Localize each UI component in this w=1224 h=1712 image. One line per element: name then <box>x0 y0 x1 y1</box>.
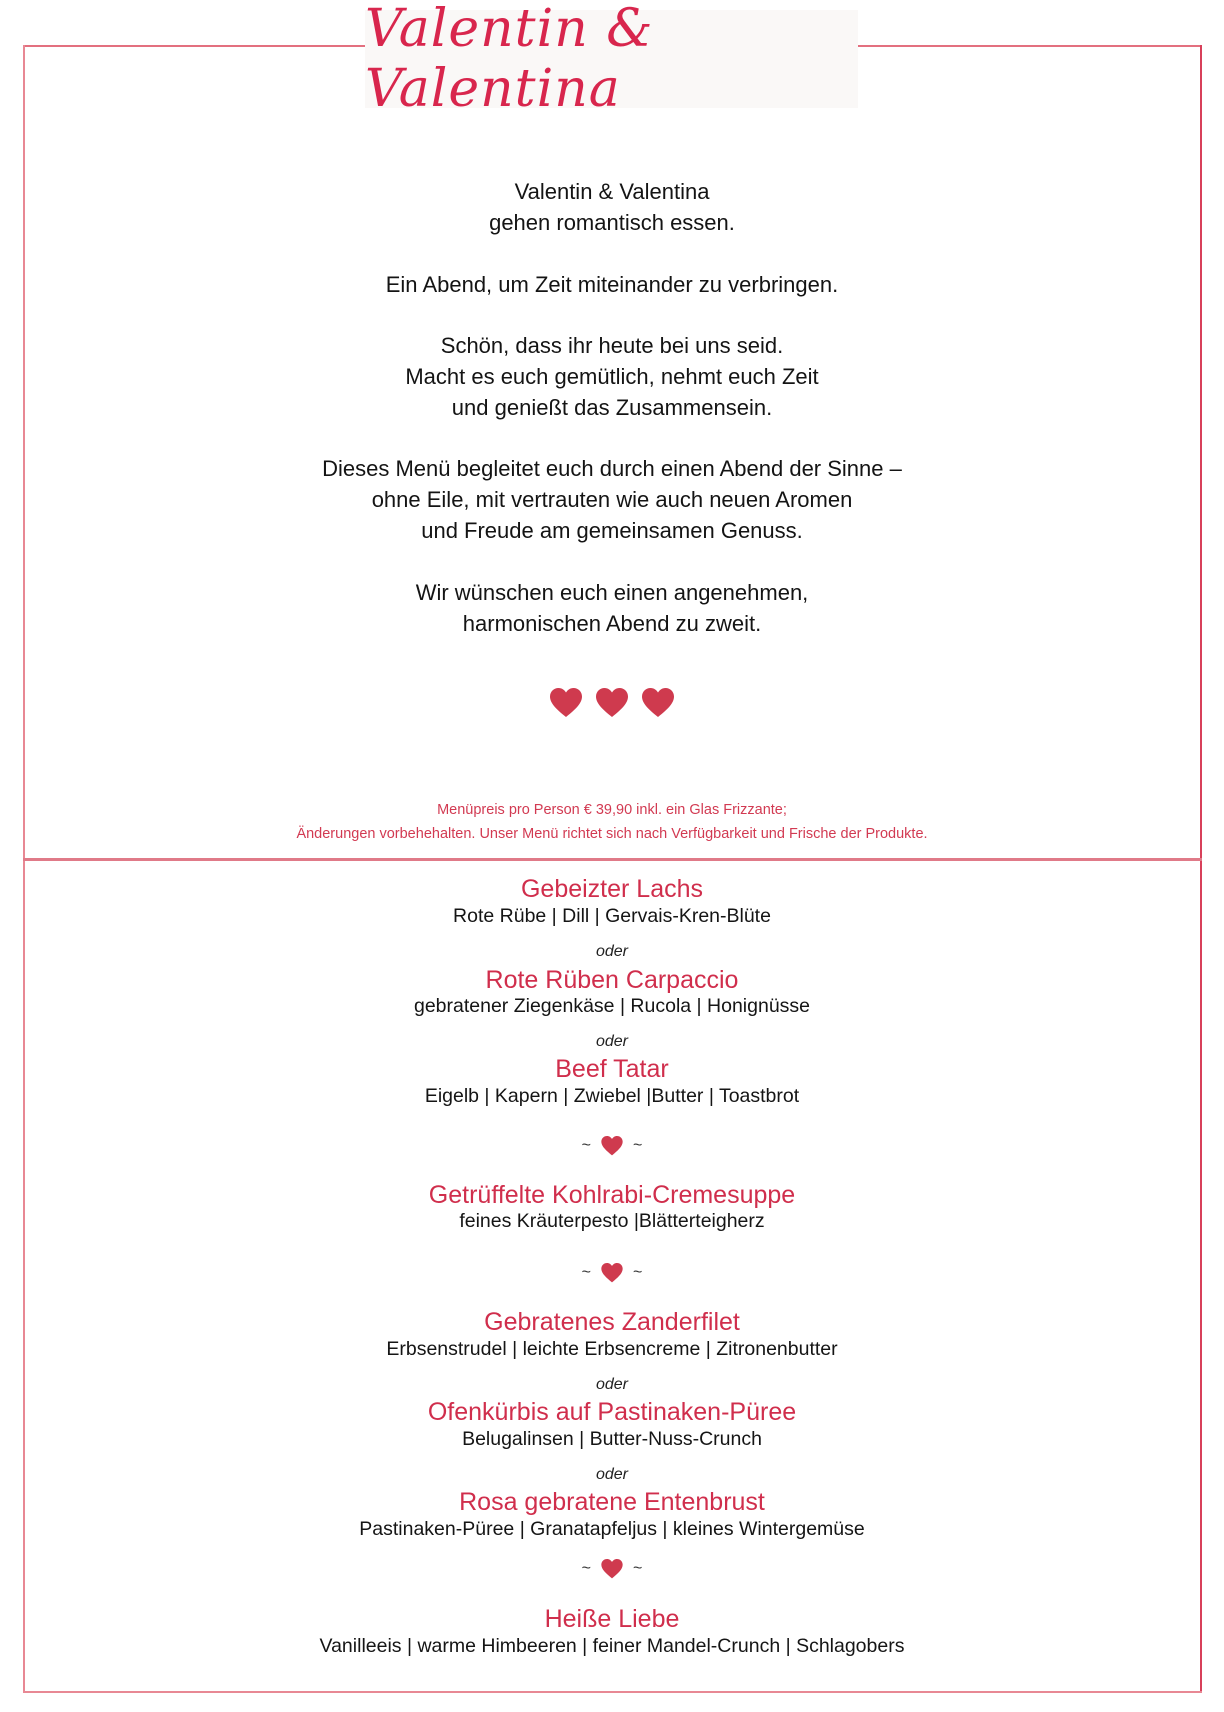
intro-line: harmonischen Abend zu zweit. <box>462 611 762 636</box>
tilde: ~ <box>581 1560 591 1577</box>
intro-line: Ein Abend, um Zeit miteinander zu verbringen. <box>385 272 839 297</box>
heart-icon <box>601 1559 623 1579</box>
intro-line: gehen romantisch essen. <box>489 210 735 235</box>
or-label: oder <box>595 943 629 960</box>
tilde: ~ <box>581 1137 591 1154</box>
intro-line: Macht es euch gemütlich, nehmt euch Zeit <box>405 364 819 389</box>
tilde: ~ <box>633 1560 643 1577</box>
heart-icon <box>550 688 582 718</box>
or-label: oder <box>595 1376 629 1393</box>
tilde: ~ <box>633 1264 643 1281</box>
dish-description: Rote Rübe | Dill | Gervais-Kren-Blüte <box>453 905 771 927</box>
heart-icon <box>601 1136 623 1156</box>
dish-description: Pastinaken-Püree | Granatapfeljus | kleines Wintergemüse <box>359 1518 865 1540</box>
dish-title: Rosa gebratene Entenbrust <box>459 1488 765 1516</box>
intro-line: Valentin & Valentina <box>514 179 710 204</box>
course-divider <box>0 1136 1224 1156</box>
logo <box>365 0 858 119</box>
course-divider <box>0 1559 1224 1579</box>
tilde: ~ <box>581 1264 591 1281</box>
price-note: Menüpreis pro Person € 39,90 inkl. ein Glas Frizzante; <box>437 802 787 818</box>
dish-title: Gebratenes Zanderfilet <box>484 1308 740 1336</box>
frame-top-right <box>858 45 1202 47</box>
dish-description: Belugalinsen | Butter-Nuss-Crunch <box>462 1428 762 1450</box>
intro-line: ohne Eile, mit vertrauten wie auch neuen Aromen <box>371 487 853 512</box>
intro-line: Wir wünschen euch einen angenehmen, <box>415 580 809 605</box>
dish-description: feines Kräuterpesto |Blätterteigherz <box>459 1210 765 1232</box>
intro-line: Schön, dass ihr heute bei uns seid. <box>440 333 784 358</box>
or-label: oder <box>595 1033 629 1050</box>
dish-title: Beef Tatar <box>555 1055 669 1083</box>
dish-title: Gebeizter Lachs <box>520 875 704 903</box>
heart-icon <box>596 688 628 718</box>
hearts-row <box>0 688 1224 718</box>
dish-title: Heiße Liebe <box>544 1605 680 1633</box>
frame-top-left <box>23 45 365 47</box>
heart-icon <box>642 688 674 718</box>
or-label: oder <box>595 1466 629 1483</box>
heart-icon <box>601 1263 623 1283</box>
dish-title: Ofenkürbis auf Pastinaken-Püree <box>427 1398 797 1426</box>
intro-line: Dieses Menü begleitet euch durch einen Abend der Sinne – <box>322 456 902 481</box>
intro-line: und genießt das Zusammensein. <box>451 395 773 420</box>
frame-bottom <box>23 1691 1202 1693</box>
dish-description: Eigelb | Kapern | Zwiebel |Butter | Toastbrot <box>424 1085 800 1107</box>
dish-title: Getrüffelte Kohlrabi-Cremesuppe <box>428 1181 796 1209</box>
dish-description: gebratener Ziegenkäse | Rucola | Honignüsse <box>413 995 811 1017</box>
tilde: ~ <box>633 1137 643 1154</box>
dish-title: Rote Rüben Carpaccio <box>485 966 739 994</box>
section-separator <box>23 858 1202 861</box>
dish-description: Erbsenstrudel | leichte Erbsencreme | Zitronenbutter <box>386 1338 838 1360</box>
course-divider <box>0 1263 1224 1283</box>
intro-line: und Freude am gemeinsamen Genuss. <box>421 518 803 543</box>
dish-description: Vanilleeis | warme Himbeeren | feiner Mandel-Crunch | Schlagobers <box>319 1635 905 1657</box>
disclaimer-note: Änderungen vorbehehalten. Unser Menü richtet sich nach Verfügbarkeit und Frische der Produkte. <box>296 826 928 842</box>
logo-text: Valentin & Valentina <box>365 0 654 119</box>
